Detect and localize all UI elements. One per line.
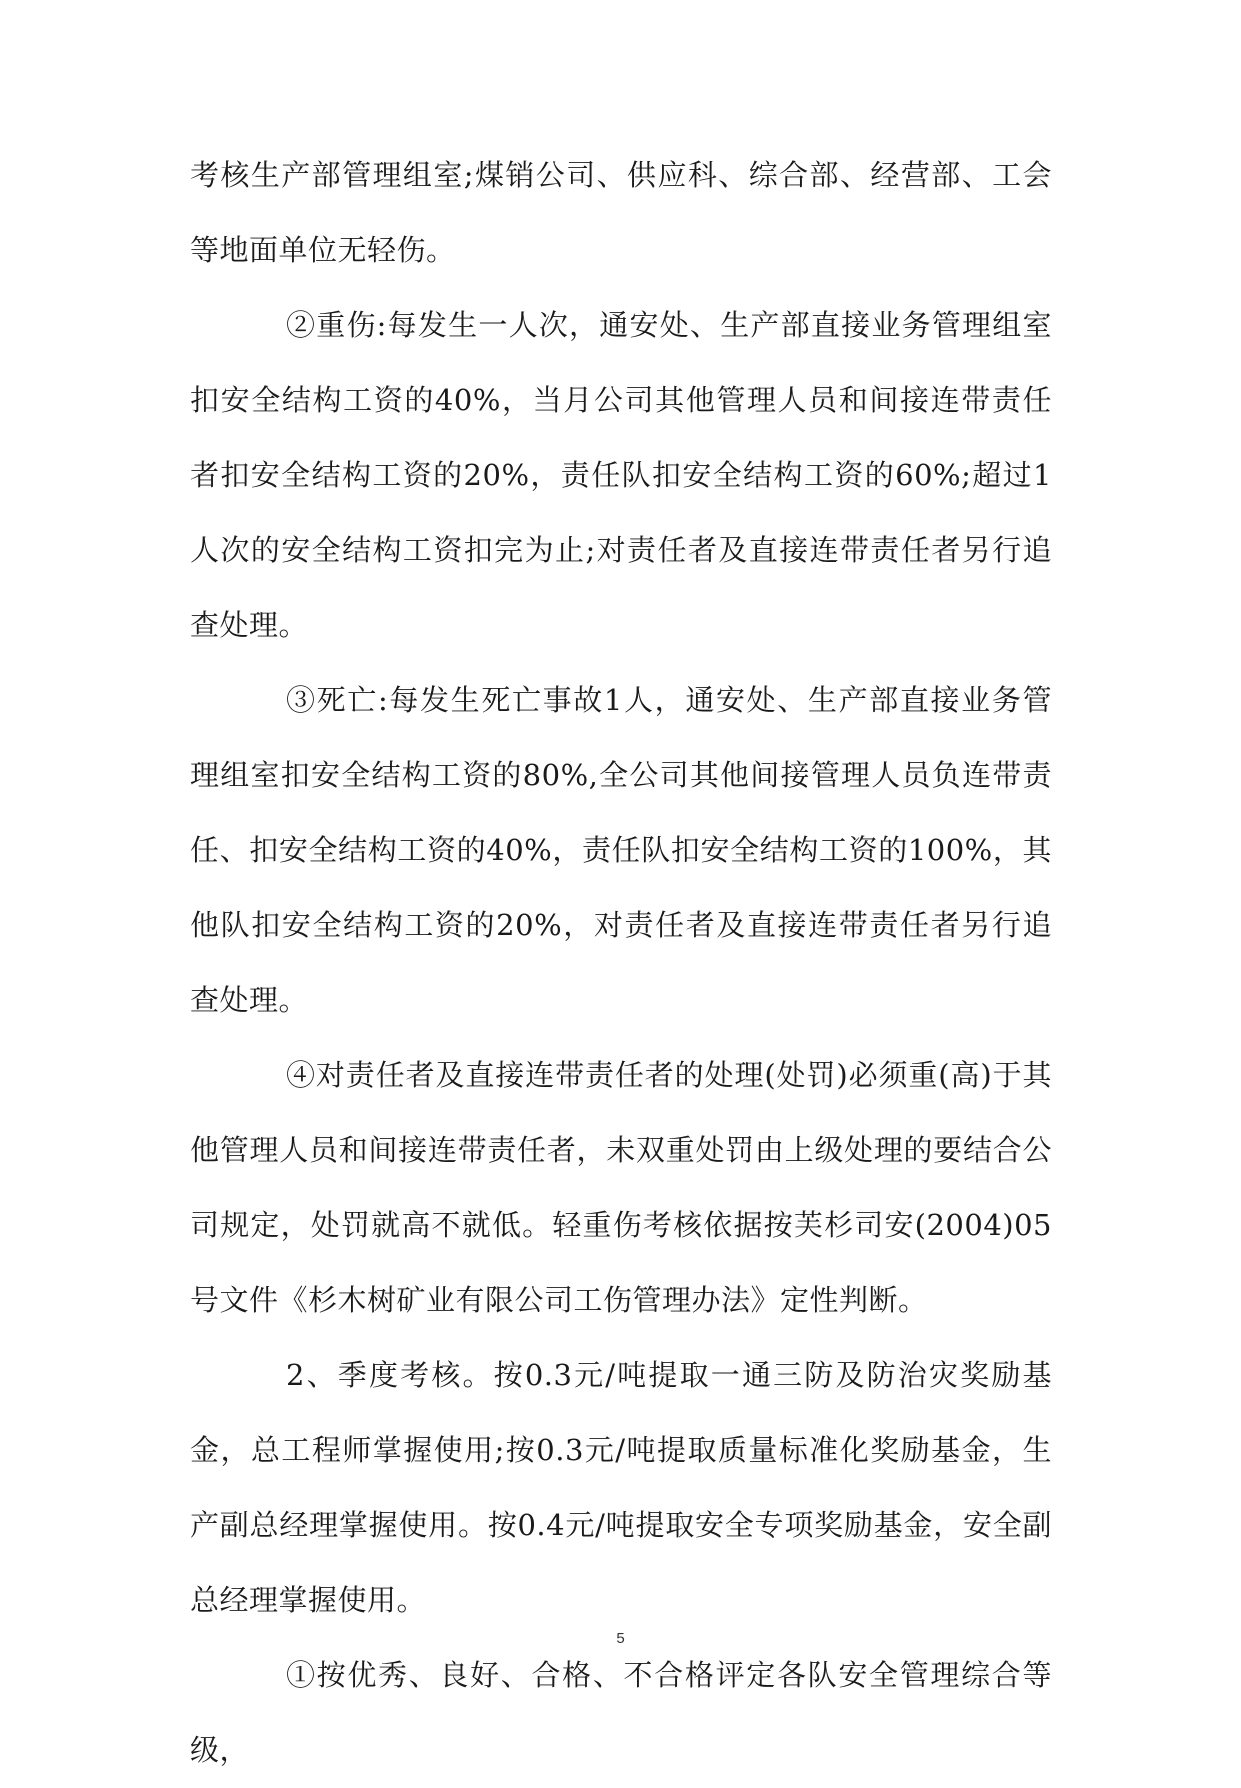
paragraph-death: ③死亡:每发生死亡事故1人，通安处、生产部直接业务管理组室扣安全结构工资的80%,全公司其他间接管理人员负连带责任、扣安全结构工资的40%，责任队扣安全结构工资的100%，其他队扣安全结构工资的20%，对责任者及直接连带责任者另行追查处理。 (190, 683, 1052, 1017)
paragraph-light-injury-exemption: 考核生产部管理组室;煤销公司、供应科、综合部、经营部、工会等地面单位无轻伤。 (190, 158, 1052, 267)
paragraph-quarterly-assessment: 2、季度考核。按0.3元/吨提取一通三防及防治灾奖励基金，总工程师掌握使用;按0.3元/吨提取质量标准化奖励基金，生产副总经理掌握使用。按0.4元/吨提取安全专项奖励基金，安全副总经理掌握使用。 (190, 1358, 1052, 1617)
document-body (190, 138, 1052, 1788)
paragraph-grade-evaluation: ①按优秀、良好、合格、不合格评定各队安全管理综合等级， (190, 1658, 1052, 1767)
paragraph-responsibility-penalty: ④对责任者及直接连带责任者的处理(处罚)必须重(高)于其他管理人员和间接连带责任者，未双重处罚由上级处理的要结合公司规定，处罚就高不就低。轻重伤考核依据按芙杉司安(2004)05号文件《杉木树矿业有限公司工伤管理办法》定性判断。 (190, 1058, 1052, 1317)
paragraph-serious-injury: ②重伤:每发生一人次，通安处、生产部直接业务管理组室扣安全结构工资的40%，当月公司其他管理人员和间接连带责任者扣安全结构工资的20%，责任队扣安全结构工资的60%;超过1人次的安全结构工资扣完为止;对责任者及直接连带责任者另行追查处理。 (190, 308, 1052, 642)
page-number: 5 (616, 1630, 625, 1647)
